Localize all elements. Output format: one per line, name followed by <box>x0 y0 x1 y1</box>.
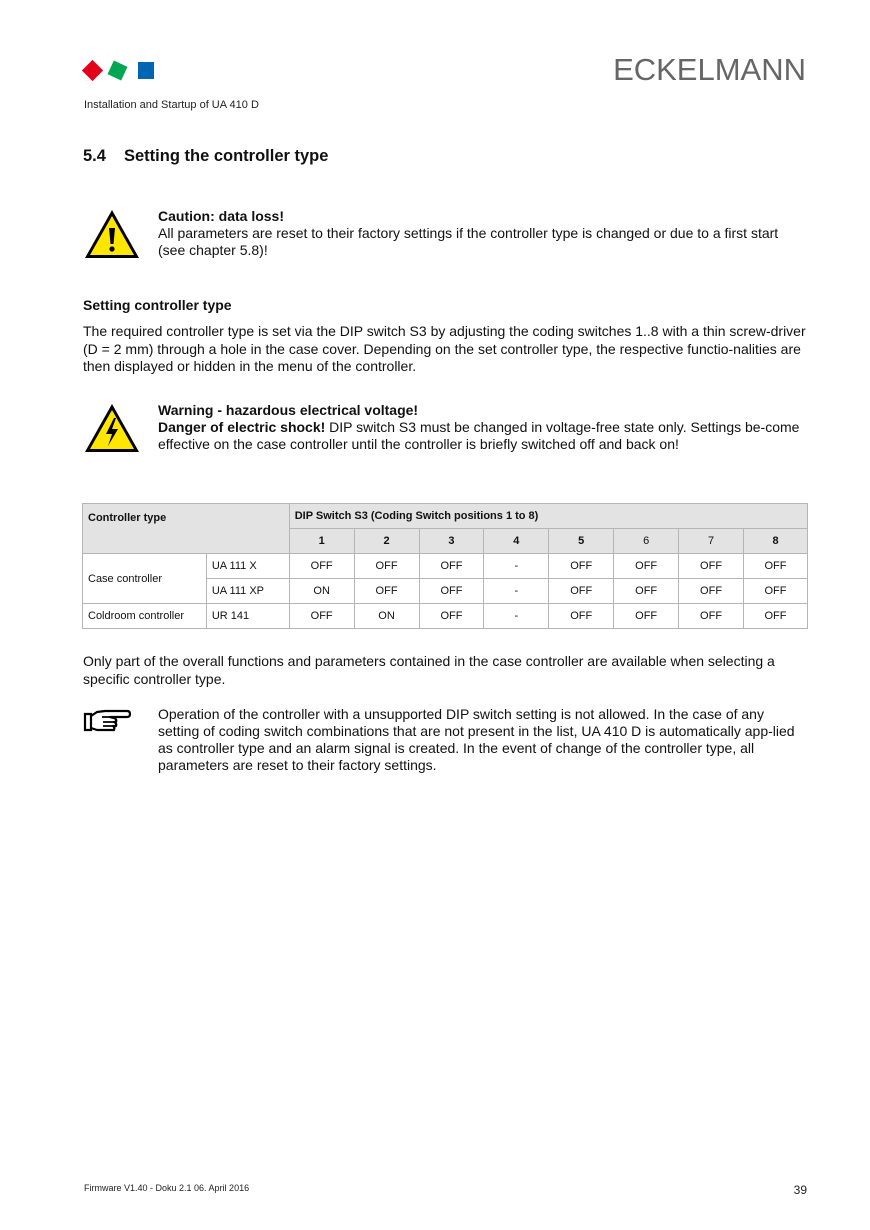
warning-title: Warning - hazardous electrical voltage! <box>158 402 419 418</box>
model-cell: UA 111 XP <box>206 579 289 604</box>
document-subtitle: Installation and Startup of UA 410 D <box>84 99 259 111</box>
table-header-row <box>83 504 808 529</box>
value-cell: OFF <box>289 604 354 629</box>
model-cell: UA 111 X <box>206 554 289 579</box>
group-coldroom-controller: Coldroom controller <box>83 604 207 629</box>
position-header: 7 <box>679 529 744 554</box>
value-cell: OFF <box>354 579 419 604</box>
value-cell: OFF <box>419 554 484 579</box>
value-cell: OFF <box>354 554 419 579</box>
dip-switch-table <box>82 503 808 629</box>
position-header: 4 <box>484 529 549 554</box>
warning-text: DIP switch S3 must be changed in voltage-free state only. Settings be-come effective on the case controller until the controller is briefly switched off and back on! <box>158 419 800 452</box>
value-cell: - <box>484 579 549 604</box>
value-cell: - <box>484 604 549 629</box>
value-cell: OFF <box>549 554 614 579</box>
value-cell: OFF <box>289 554 354 579</box>
value-cell: OFF <box>744 604 808 629</box>
position-header: 6 <box>614 529 679 554</box>
hint-note <box>83 706 808 776</box>
value-cell: OFF <box>679 604 744 629</box>
position-header: 3 <box>419 529 484 554</box>
value-cell: OFF <box>744 554 808 579</box>
position-header: 1 <box>289 529 354 554</box>
voltage-warning-notice <box>83 402 808 462</box>
group-case-controller: Case controller <box>83 554 207 604</box>
subsection-title: Setting controller type <box>83 297 232 313</box>
warning-triangle-icon <box>83 208 141 260</box>
value-cell: OFF <box>549 604 614 629</box>
position-header: 2 <box>354 529 419 554</box>
value-cell: OFF <box>614 554 679 579</box>
position-header: 8 <box>744 529 808 554</box>
position-header: 5 <box>549 529 614 554</box>
value-cell: OFF <box>419 604 484 629</box>
hint-text: Operation of the controller with a unsupported DIP switch setting is not allowed. In the case of any setting of coding switch combinations that are not present in the list, UA 410 D is automatically app-lied as controller type and an alarm signal is created. In the event of change of the controller type, all parameters are reset to their factory settings. <box>158 706 795 773</box>
table-row <box>83 604 808 629</box>
value-cell: - <box>484 554 549 579</box>
value-cell: OFF <box>419 579 484 604</box>
value-cell: OFF <box>614 604 679 629</box>
value-cell: ON <box>354 604 419 629</box>
table-row <box>83 554 808 579</box>
value-cell: OFF <box>614 579 679 604</box>
warning-lead: Danger of electric shock! <box>158 419 326 435</box>
high-voltage-icon <box>83 402 141 454</box>
header-dip-switch: DIP Switch S3 (Coding Switch positions 1 to 8) <box>289 504 807 529</box>
model-cell: UR 141 <box>206 604 289 629</box>
section-title: Setting the controller type <box>124 147 329 165</box>
header-controller-type: Controller type <box>83 504 290 554</box>
caution-text: All parameters are reset to their factory settings if the controller type is changed or due to a first start (see chapter 5.8)! <box>158 225 779 258</box>
value-cell: OFF <box>549 579 614 604</box>
value-cell: OFF <box>744 579 808 604</box>
warning-text-block <box>158 402 808 453</box>
company-logo-squares <box>82 58 172 84</box>
setting-paragraph: The required controller type is set via the DIP switch S3 by adjusting the coding switches 1..8 with a thin screw-driver (D = 2 mm) through a hole in the case cover. Depending on the set controller type, the respective functio-nalities are then displayed or hidden in the menu of the controller. <box>83 323 806 374</box>
value-cell: OFF <box>679 554 744 579</box>
value-cell: OFF <box>679 579 744 604</box>
pointing-hand-icon <box>83 708 131 734</box>
warning-body <box>158 419 808 453</box>
caution-text-block <box>158 208 808 259</box>
footer-doc-info: Firmware V1.40 - Doku 2.1 06. April 2016 <box>84 1183 250 1193</box>
caution-title: Caution: data loss! <box>158 208 285 224</box>
section-heading <box>83 147 328 166</box>
caution-notice <box>83 208 808 268</box>
value-cell: ON <box>289 579 354 604</box>
page-number: 39 <box>793 1183 807 1197</box>
brand-logo: ECKELMANN <box>613 52 806 87</box>
section-number: 5.4 <box>83 147 106 165</box>
after-table-paragraph: Only part of the overall functions and parameters contained in the case controller are available when selecting a specific controller type. <box>83 653 775 687</box>
